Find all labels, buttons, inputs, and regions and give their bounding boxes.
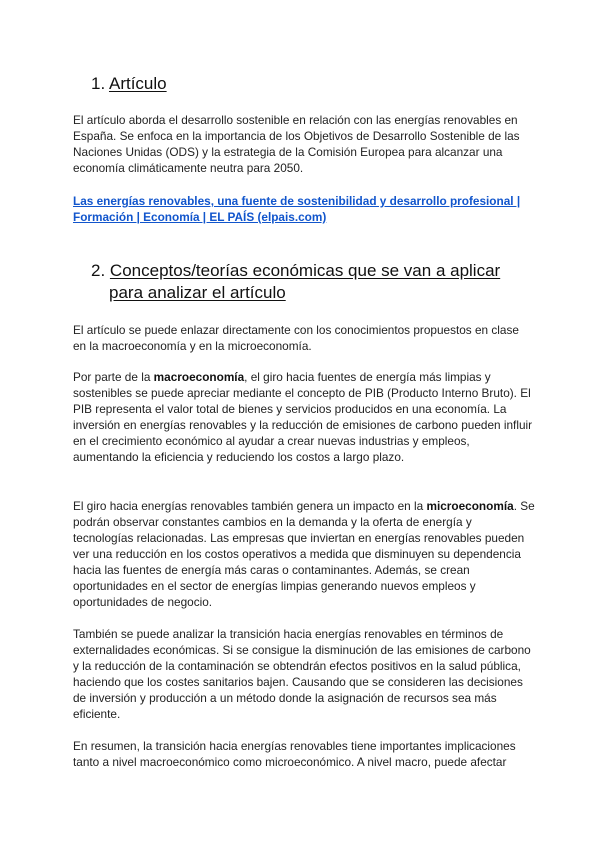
article-link[interactable]: Las energías renovables, una fuente de sostenibilidad y desarrollo profesional | Formación | Economía | EL PAÍS (elpais.com) <box>73 194 521 224</box>
macro-bold: macroeconomía <box>153 370 245 384</box>
section-2-title-line1: Conceptos/teorías económicas que se van a aplicar <box>109 261 501 280</box>
macro-post: , el giro hacia fuentes de energía más limpias y sostenibles se puede apreciar mediante el concepto de PIB (Producto Interno Bruto). El PIB representa el valor total de bienes y servicios producidos en una economía. La inversión en energías renovables y la reducción de emisiones de carbono pueden influir en el crecimiento económico al ayudar a crear nuevas industrias y empleos, aumentando la eficiencia y reduciendo los costos a largo plazo. <box>73 370 533 464</box>
section-2-heading <box>91 260 500 282</box>
section-1-paragraph: El artículo aborda el desarrollo sostenible en relación con las energías renovables en España. Se enfoca en la importancia de los Objetivos de Desarrollo Sostenible de las Naciones Unidas (ODS) y la estrategia de la Comisión Europea para alcanzar una economía climáticamente neutra para 2050. <box>73 113 520 175</box>
externalities-paragraph: También se puede analizar la transición hacia energías renovables en términos de externalidades económicas. Si se consigue la disminución de las emisiones de carbono y la reducción de la contaminación se obtendrán efectos positivos en la salud pública, haciendo que los costes sanitarios bajen. Causando que se consideren las decisiones de inversión y producción a un método donde la asignación de recursos sea más eficiente. <box>73 627 531 721</box>
section-1-heading <box>91 73 167 95</box>
micro-pre: El giro hacia energías renovables también genera un impacto en la <box>73 499 427 513</box>
summary-paragraph: En resumen, la transición hacia energías renovables tiene importantes implicaciones tanto a nivel macroeconómico como microeconómico. A nivel macro, puede afectar <box>73 739 516 769</box>
section-2-heading-cont <box>109 282 286 304</box>
macro-paragraph <box>73 369 535 465</box>
section-1-number: 1. <box>91 74 106 93</box>
section-1-title: Artículo <box>108 74 167 93</box>
section-2-number: 2. <box>91 261 106 280</box>
micro-bold: microeconomía <box>426 499 514 513</box>
micro-paragraph <box>73 498 535 610</box>
section-2-title-line2: para analizar el artículo <box>109 283 286 302</box>
section-2-intro: El artículo se puede enlazar directamente con los conocimientos propuestos en clase en la macroeconomía y en la microeconomía. <box>73 323 519 353</box>
micro-post: . Se podrán observar constantes cambios en la demanda y la oferta de energía y tecnologías relacionadas. Las empresas que inviertan en energías renovables pueden ver una reducción en los costos operativos a medida que disminuyen su dependencia hacia las fuentes de energía más caras o contaminantes. Además, se crean oportunidades en el sector de energías limpias generando nuevos empleos y oportunidades de negocio. <box>73 499 535 609</box>
macro-pre: Por parte de la <box>73 370 154 384</box>
